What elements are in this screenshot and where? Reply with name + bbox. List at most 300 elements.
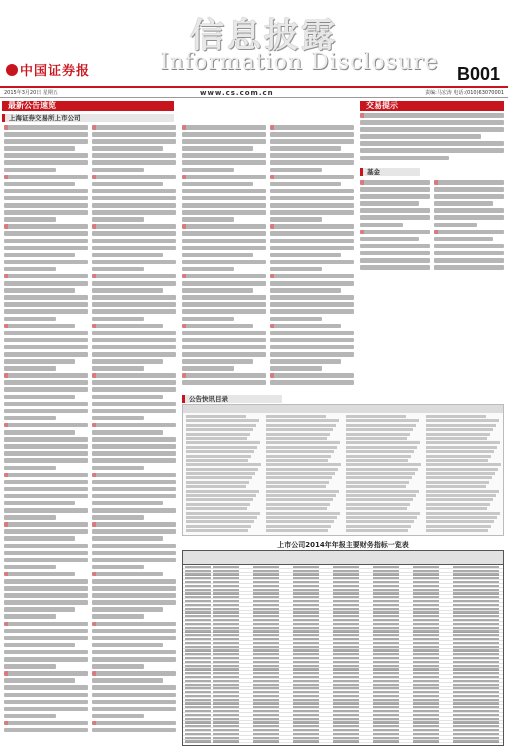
grid-entry — [426, 441, 500, 444]
grid-entry — [186, 494, 256, 497]
text-line — [92, 274, 176, 279]
table-cell — [333, 596, 359, 598]
grid-entry — [186, 428, 253, 431]
shanghai-listed-subheader: 上海证券交易所上市公司 — [2, 114, 174, 122]
table-cell — [453, 570, 499, 572]
text-line — [4, 352, 88, 357]
grid-column-2 — [265, 415, 343, 535]
grid-entry — [346, 455, 411, 458]
table-cell — [253, 706, 279, 708]
grid-entry — [346, 441, 420, 444]
financial-indicators-table — [182, 550, 504, 746]
table-cell — [253, 661, 279, 663]
table-cell — [453, 592, 499, 594]
grid-entry — [186, 450, 254, 453]
grid-entry — [266, 512, 340, 515]
text-line — [92, 444, 176, 449]
table-cell — [185, 661, 211, 663]
text-line — [434, 215, 504, 220]
table-cell — [333, 691, 359, 693]
grid-entry — [346, 463, 421, 466]
text-line — [92, 373, 176, 378]
text-line — [182, 125, 266, 130]
table-cell — [253, 665, 279, 667]
newspaper-logo[interactable] — [6, 60, 90, 79]
text-line — [4, 487, 88, 492]
text-line — [92, 685, 176, 690]
table-cell — [413, 661, 439, 663]
text-line — [92, 480, 176, 485]
text-line — [92, 210, 176, 215]
table-cell — [185, 611, 211, 613]
table-cell — [213, 725, 239, 727]
text-line — [4, 409, 88, 414]
text-line — [182, 352, 266, 357]
grid-entry — [186, 512, 260, 515]
table-cell — [333, 676, 359, 678]
table-cell — [333, 668, 359, 670]
table-cell — [413, 699, 439, 701]
table-cell — [253, 627, 279, 629]
text-line — [182, 253, 253, 258]
text-line — [182, 160, 266, 165]
text-line — [182, 203, 266, 208]
table-cell — [213, 695, 239, 697]
text-line — [270, 196, 354, 201]
text-line — [4, 579, 88, 584]
table-cell — [413, 740, 439, 742]
text-line — [92, 572, 163, 577]
table-cell — [253, 570, 279, 572]
text-line — [4, 437, 88, 442]
grid-entry — [426, 520, 494, 523]
grid-header-bar — [183, 405, 503, 413]
table-cell — [453, 615, 499, 617]
text-line — [4, 160, 88, 165]
table-cell — [413, 676, 439, 678]
editor-contact: 责编:马宏涛 电话:(010)63070001 — [425, 90, 504, 96]
table-cell — [373, 642, 399, 644]
table-cell — [185, 687, 211, 689]
text-line — [4, 451, 88, 456]
text-line — [270, 239, 354, 244]
text-line — [182, 239, 266, 244]
text-line — [182, 338, 266, 343]
table-cell — [413, 691, 439, 693]
text-line — [4, 217, 56, 222]
grid-entry — [186, 472, 255, 475]
grid-entry — [186, 481, 249, 484]
table-cell — [253, 592, 279, 594]
table-cell — [333, 611, 359, 613]
table-cell — [453, 573, 499, 575]
text-line — [360, 223, 403, 228]
table-cell — [413, 718, 439, 720]
table-cell — [185, 577, 211, 579]
table-cell — [185, 721, 211, 723]
text-line — [4, 302, 88, 307]
grid-entry — [346, 472, 415, 475]
table-cell — [253, 733, 279, 735]
grid-entry — [346, 503, 410, 506]
text-line — [270, 345, 354, 350]
grid-entry — [266, 419, 339, 422]
text-line — [182, 324, 253, 329]
text-line — [270, 210, 354, 215]
table-cell — [293, 585, 319, 587]
text-line — [182, 380, 266, 385]
table-cell — [373, 600, 399, 602]
text-line — [92, 182, 163, 187]
table-cell — [213, 630, 239, 632]
text-line — [4, 508, 88, 513]
text-line — [4, 253, 75, 258]
text-line — [92, 473, 176, 478]
table-cell — [413, 642, 439, 644]
table-cell — [293, 680, 319, 682]
table-cell — [333, 634, 359, 636]
table-cell — [413, 566, 439, 568]
table-cell — [373, 657, 399, 659]
grid-entry — [346, 468, 418, 471]
text-line — [92, 437, 176, 442]
table-cell — [293, 596, 319, 598]
text-line — [92, 643, 163, 648]
text-line — [270, 331, 354, 336]
text-line — [270, 125, 354, 130]
table-cell — [413, 600, 439, 602]
table-cell — [253, 699, 279, 701]
text-line — [92, 246, 176, 251]
table-cell — [293, 710, 319, 712]
table-cell — [213, 668, 239, 670]
text-line — [270, 267, 322, 272]
table-cell — [413, 577, 439, 579]
text-line — [4, 671, 88, 676]
table-cell — [373, 687, 399, 689]
table-cell — [373, 684, 399, 686]
text-line — [182, 267, 234, 272]
table-cell — [413, 653, 439, 655]
text-line — [92, 487, 176, 492]
text-line — [4, 203, 88, 208]
text-line — [182, 331, 266, 336]
text-line — [92, 678, 163, 683]
text-line — [434, 201, 493, 206]
grid-entry — [186, 424, 256, 427]
table-cell — [253, 619, 279, 621]
table-cell — [333, 573, 359, 575]
issue-date: 2015年3月20日 星期五 — [4, 90, 58, 96]
table-cell — [333, 695, 359, 697]
table-cell — [293, 676, 319, 678]
table-cell — [213, 570, 239, 572]
text-line — [4, 309, 88, 314]
table-cell — [413, 721, 439, 723]
text-line — [4, 317, 56, 322]
table-cell — [213, 676, 239, 678]
text-line — [4, 614, 56, 619]
text-line — [270, 380, 354, 385]
table-cell — [253, 710, 279, 712]
table-cell — [413, 589, 439, 591]
table-cell — [213, 714, 239, 716]
text-line — [270, 168, 322, 173]
text-line — [92, 352, 176, 357]
table-cell — [213, 615, 239, 617]
table-cell — [185, 581, 211, 583]
table-cell — [293, 706, 319, 708]
table-cell — [333, 729, 359, 731]
table-cell — [413, 623, 439, 625]
text-line — [4, 565, 56, 570]
text-line — [270, 359, 341, 364]
grid-entry — [266, 494, 336, 497]
text-line — [4, 572, 75, 577]
table-cell — [213, 619, 239, 621]
masthead — [0, 0, 508, 86]
table-cell — [373, 653, 399, 655]
text-line — [270, 189, 354, 194]
grid-entry — [346, 490, 419, 493]
grid-entry — [266, 481, 329, 484]
text-line — [4, 544, 88, 549]
table-cell — [333, 740, 359, 742]
text-line — [270, 366, 322, 371]
table-cell — [453, 627, 499, 629]
grid-entry — [426, 424, 496, 427]
table-cell — [293, 627, 319, 629]
table-cell — [413, 665, 439, 667]
table-cell — [453, 665, 499, 667]
table-cell — [293, 581, 319, 583]
grid-column-3 — [345, 415, 423, 535]
text-line — [4, 132, 88, 137]
table-cell — [333, 706, 359, 708]
text-line — [92, 409, 176, 414]
table-cell — [333, 714, 359, 716]
text-line — [4, 345, 88, 350]
text-line — [270, 203, 354, 208]
table-cell — [253, 585, 279, 587]
text-line — [4, 693, 88, 698]
text-line — [4, 600, 88, 605]
table-cell — [413, 710, 439, 712]
text-line — [270, 309, 354, 314]
table-cell — [293, 649, 319, 651]
table-cell — [185, 615, 211, 617]
table-cell — [373, 623, 399, 625]
text-line — [92, 579, 176, 584]
text-line — [4, 423, 88, 428]
table-cell — [373, 695, 399, 697]
website-link[interactable]: www.cs.com.cn — [200, 89, 274, 97]
text-line — [92, 593, 176, 598]
grid-entry — [426, 459, 488, 462]
table-cell — [185, 627, 211, 629]
table-cell — [185, 725, 211, 727]
table-cell — [185, 733, 211, 735]
table-cell — [213, 577, 239, 579]
text-line — [92, 636, 176, 641]
text-line — [92, 139, 176, 144]
table-cell — [413, 615, 439, 617]
table-cell — [333, 570, 359, 572]
table-cell — [213, 638, 239, 640]
financial-table-title: 上市公司2014年年报主要财务指标一览表 — [277, 541, 409, 549]
text-line — [4, 359, 75, 364]
text-line — [434, 244, 504, 249]
text-line — [92, 508, 176, 513]
grid-entry — [426, 472, 495, 475]
table-cell — [253, 581, 279, 583]
table-cell — [453, 668, 499, 670]
grid-entry — [346, 507, 407, 510]
text-line — [4, 721, 88, 726]
table-cell — [185, 649, 211, 651]
text-line — [4, 636, 88, 641]
text-line — [4, 196, 88, 201]
table-cell — [373, 668, 399, 670]
text-line — [4, 678, 75, 683]
table-cell — [333, 577, 359, 579]
grid-entry — [266, 468, 338, 471]
brief-column-1 — [4, 125, 88, 745]
text-line — [92, 707, 176, 712]
table-cell — [373, 680, 399, 682]
table-cell — [185, 714, 211, 716]
grid-entry — [266, 433, 330, 436]
table-cell — [213, 573, 239, 575]
text-line — [4, 529, 88, 534]
table-cell — [453, 604, 499, 606]
grid-entry — [266, 428, 333, 431]
table-cell — [373, 596, 399, 598]
text-line — [182, 139, 266, 144]
table-cell — [373, 634, 399, 636]
table-cell — [185, 596, 211, 598]
table-cell — [185, 566, 211, 568]
table-cell — [373, 638, 399, 640]
grid-entry — [426, 529, 488, 532]
table-cell — [333, 604, 359, 606]
table-cell — [373, 665, 399, 667]
table-cell — [185, 657, 211, 659]
text-line — [434, 194, 504, 199]
text-line — [4, 246, 88, 251]
text-line — [434, 237, 493, 242]
table-cell — [373, 627, 399, 629]
text-line — [92, 288, 163, 293]
text-line — [270, 246, 354, 251]
text-line — [360, 258, 430, 263]
table-cell — [185, 729, 211, 731]
table-cell — [293, 672, 319, 674]
table-cell — [453, 691, 499, 693]
table-cell — [253, 672, 279, 674]
table-cell — [213, 646, 239, 648]
table-cell — [253, 615, 279, 617]
grid-entry — [186, 433, 250, 436]
table-cell — [185, 634, 211, 636]
table-cell — [413, 619, 439, 621]
table-cell — [253, 691, 279, 693]
text-line — [270, 352, 354, 357]
table-cell — [293, 619, 319, 621]
table-cell — [413, 630, 439, 632]
table-cell — [253, 623, 279, 625]
grid-entry — [266, 459, 328, 462]
grid-entry — [266, 441, 340, 444]
table-cell — [453, 661, 499, 663]
text-line — [92, 302, 176, 307]
text-line — [92, 160, 176, 165]
text-line — [4, 657, 88, 662]
text-line — [92, 607, 163, 612]
table-cell — [453, 657, 499, 659]
table-cell — [453, 653, 499, 655]
table-cell — [333, 592, 359, 594]
text-line — [4, 664, 56, 669]
table-cell — [373, 615, 399, 617]
table-cell — [213, 657, 239, 659]
text-line — [4, 366, 56, 371]
table-cell — [213, 589, 239, 591]
text-line — [4, 274, 88, 279]
table-cell — [413, 714, 439, 716]
text-line — [434, 180, 504, 185]
text-line — [4, 714, 56, 719]
table-cell — [453, 646, 499, 648]
table-cell — [413, 646, 439, 648]
table-cell — [185, 691, 211, 693]
table-cell — [453, 619, 499, 621]
grid-entry — [186, 455, 251, 458]
text-line — [434, 187, 504, 192]
grid-entry — [346, 529, 408, 532]
grid-entry — [426, 446, 497, 449]
table-cell — [293, 687, 319, 689]
text-line — [4, 458, 88, 463]
table-cell — [453, 687, 499, 689]
table-cell — [293, 611, 319, 613]
table-cell — [413, 725, 439, 727]
text-line — [92, 629, 176, 634]
text-line — [360, 215, 430, 220]
text-line — [270, 160, 354, 165]
fund-notices-right — [434, 180, 504, 276]
table-cell — [213, 740, 239, 742]
table-cell — [373, 630, 399, 632]
table-cell — [453, 634, 499, 636]
page-code: B001 — [456, 64, 500, 84]
table-cell — [333, 615, 359, 617]
table-cell — [293, 642, 319, 644]
table-cell — [373, 566, 399, 568]
table-cell — [185, 638, 211, 640]
text-line — [4, 338, 88, 343]
text-line — [182, 189, 266, 194]
table-cell — [453, 638, 499, 640]
grid-entry — [186, 490, 259, 493]
table-cell — [293, 623, 319, 625]
text-line — [270, 231, 354, 236]
table-cell — [253, 646, 279, 648]
text-line — [360, 127, 504, 132]
text-line — [92, 650, 176, 655]
table-cell — [413, 570, 439, 572]
text-line — [182, 345, 266, 350]
